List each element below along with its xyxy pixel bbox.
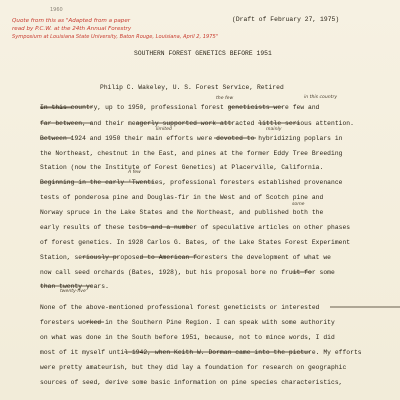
- insertion-limited: limited: [156, 127, 172, 132]
- insertion-in-this-country: in this country: [304, 95, 338, 100]
- paragraph1-line-2: far between, and their meagerly supported work attracted little serious attention.: [40, 120, 354, 127]
- paragraph1-line-4: the Northeast, chestnut in the East, and pines at the former Eddy Tree Breeding: [40, 150, 343, 157]
- insertion-a-few: A few: [128, 170, 141, 175]
- draft-date: (Draft of February 27, 1975): [232, 16, 340, 23]
- paragraph1-line-10: of forest genetics. In 1928 Carlos G. Bates, of the Lake States Forest Experiment: [40, 239, 351, 246]
- handwritten-note-line-2: read by P.C.W. at the 24th Annual Forestry: [12, 26, 132, 32]
- insertion-twenty-five: twenty-five: [60, 289, 86, 294]
- paragraph2-line-2: foresters worked in the Southern Pine Region. I can speak with some authority: [40, 319, 335, 326]
- paragraph1-line-6: Beginning in the early 'Twenties, professional foresters established provenance: [40, 179, 343, 186]
- insertion-mainly: mainly: [266, 127, 282, 132]
- insertion-some: some: [292, 202, 305, 207]
- paragraph1-line-12: now call seed orchards (Bates, 1928), but his proposal bore no fruit for some: [40, 269, 335, 276]
- paragraph1-line-7: tests of ponderosa pine and Douglas-fir in the West and of Scotch pine and: [40, 194, 324, 201]
- paragraph1-line-11: Station, seriously proposed to American foresters the development of what we: [40, 254, 331, 261]
- paragraph2-line-3: on what was done in the South before 1951, because, not to mince words, I did: [40, 334, 335, 341]
- paragraph2-line-5: were pretty amateurish, but they did lay a foundation for research on geographic: [40, 364, 347, 371]
- paragraph1-line-13: than twenty years.: [40, 283, 109, 290]
- paragraph2-line-6: sources of seed, derive some basic information on pine species characteristics,: [40, 379, 343, 386]
- paragraph1-line-1: In this country, up to 1950, professional forest geneticists were few and: [40, 104, 320, 111]
- handwritten-note-line-1: Quote from this as "Adapted from a paper: [12, 18, 131, 24]
- paragraph1-line-9: early results of these tests and a number of speculative articles on other phases: [40, 224, 351, 231]
- paragraph1-line-3: Between 1924 and 1950 their main efforts were devoted to hybridizing poplars in: [40, 135, 343, 142]
- pencil-mark: 1960: [50, 7, 63, 13]
- author-line: Philip C. Wakeley, U. S. Forest Service, Retired: [100, 84, 284, 91]
- handwritten-note-line-3: Symposium at Louisiana State University, Baton Rouge, Louisiana, April 2, 1975": [12, 34, 219, 40]
- paragraph2-line-1: None of the above-mentioned professional forest geneticists or interested: [40, 304, 320, 311]
- paragraph2-line-4: most of it myself until 1942, when Keith W. Dorman came into the picture. My efforts: [40, 349, 362, 356]
- document-title: SOUTHERN FOREST GENETICS BEFORE 1951: [134, 50, 272, 57]
- paragraph1-line-8: Norway spruce in the Lake States and the Northeast, and published both the: [40, 209, 324, 216]
- insertion-the-few: the few: [216, 96, 234, 101]
- paragraph1-line-5: Station (now the Institute of Forest Genetics) at Placerville, California.: [40, 164, 324, 171]
